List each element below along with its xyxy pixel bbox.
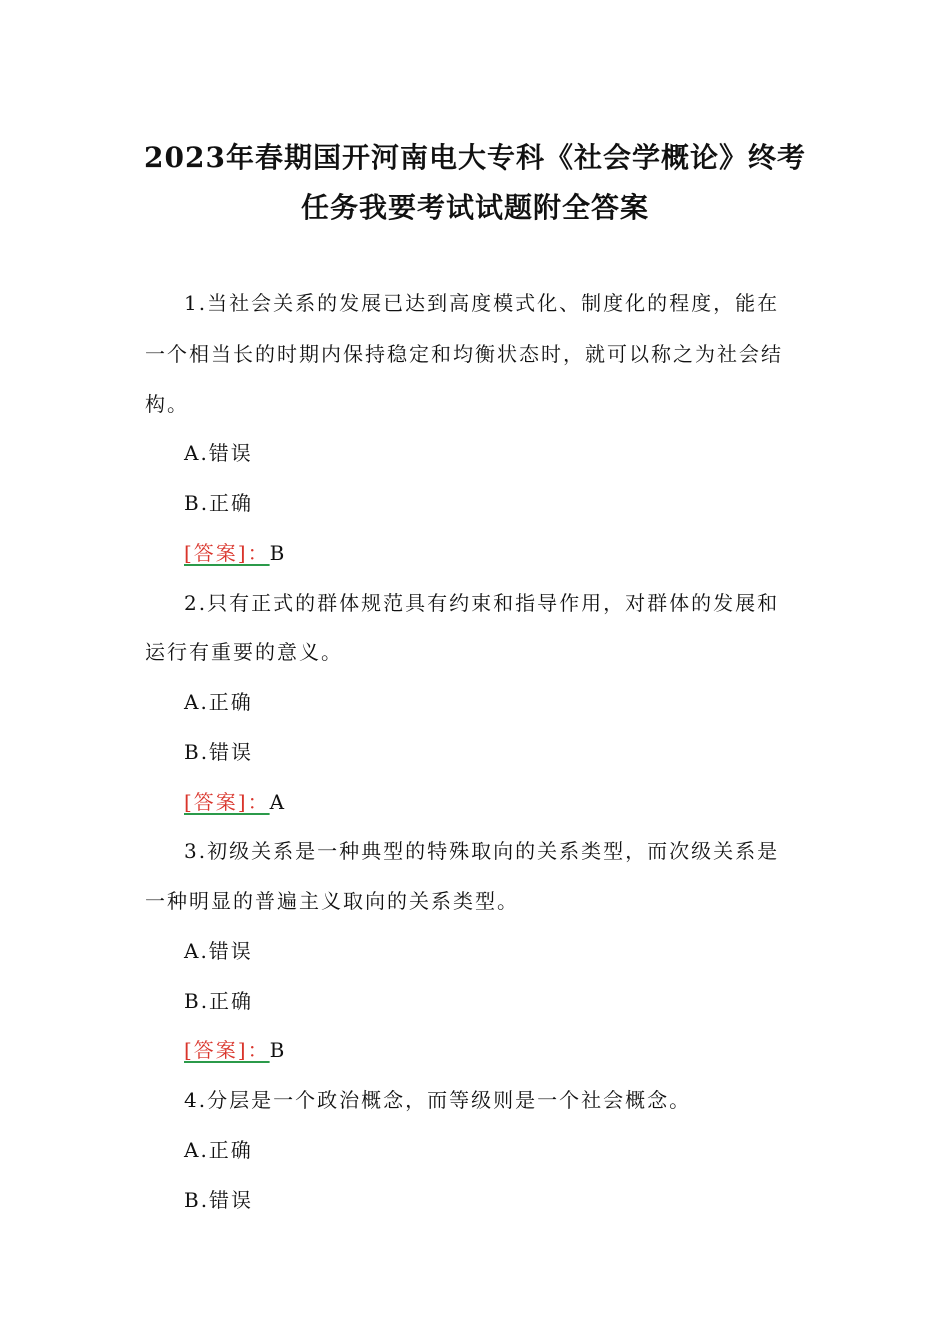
answer-label: [答案]：	[184, 1038, 270, 1062]
question-1-option-b: B.正确	[184, 491, 254, 515]
answer-value: B	[269, 1038, 287, 1062]
question-2-option-b: B.错误	[184, 740, 254, 764]
question-4-option-a: A.正确	[184, 1138, 253, 1162]
answer-value: B	[269, 541, 287, 565]
answer-label: [答案]：	[184, 541, 270, 565]
question-1-answer	[184, 537, 286, 566]
question-3-answer	[184, 1034, 286, 1063]
question-1-text-line-3: 构。	[145, 392, 189, 416]
question-1-text-line-1: 1.当社会关系的发展已达到高度模式化、制度化的程度，能在	[184, 291, 780, 315]
question-2-text-line-2: 运行有重要的意义。	[145, 640, 343, 664]
document-title-line-2: 任务我要考试试题附全答案	[300, 191, 649, 224]
question-4-text-line-1: 4.分层是一个政治概念，而等级则是一个社会概念。	[184, 1088, 692, 1112]
question-3-option-b: B.正确	[184, 989, 254, 1013]
question-2-option-a: A.正确	[184, 690, 253, 714]
document-title-line-1: 2023年春期国开河南电大专科《社会学概论》终考	[144, 141, 806, 174]
question-2-text-line-1: 2.只有正式的群体规范具有约束和指导作用，对群体的发展和	[184, 591, 780, 615]
question-3-text-line-1: 3.初级关系是一种典型的特殊取向的关系类型，而次级关系是	[184, 839, 780, 863]
question-1-option-a: A.错误	[184, 441, 253, 465]
question-3-text-line-2: 一种明显的普遍主义取向的关系类型。	[145, 889, 519, 913]
question-1-text-line-2: 一个相当长的时期内保持稳定和均衡状态时，就可以称之为社会结	[145, 342, 783, 366]
question-2-answer	[184, 786, 286, 815]
answer-label: [答案]：	[184, 790, 270, 814]
question-3-option-a: A.错误	[184, 939, 253, 963]
question-4-option-b: B.错误	[184, 1188, 254, 1212]
answer-value: A	[269, 790, 287, 814]
